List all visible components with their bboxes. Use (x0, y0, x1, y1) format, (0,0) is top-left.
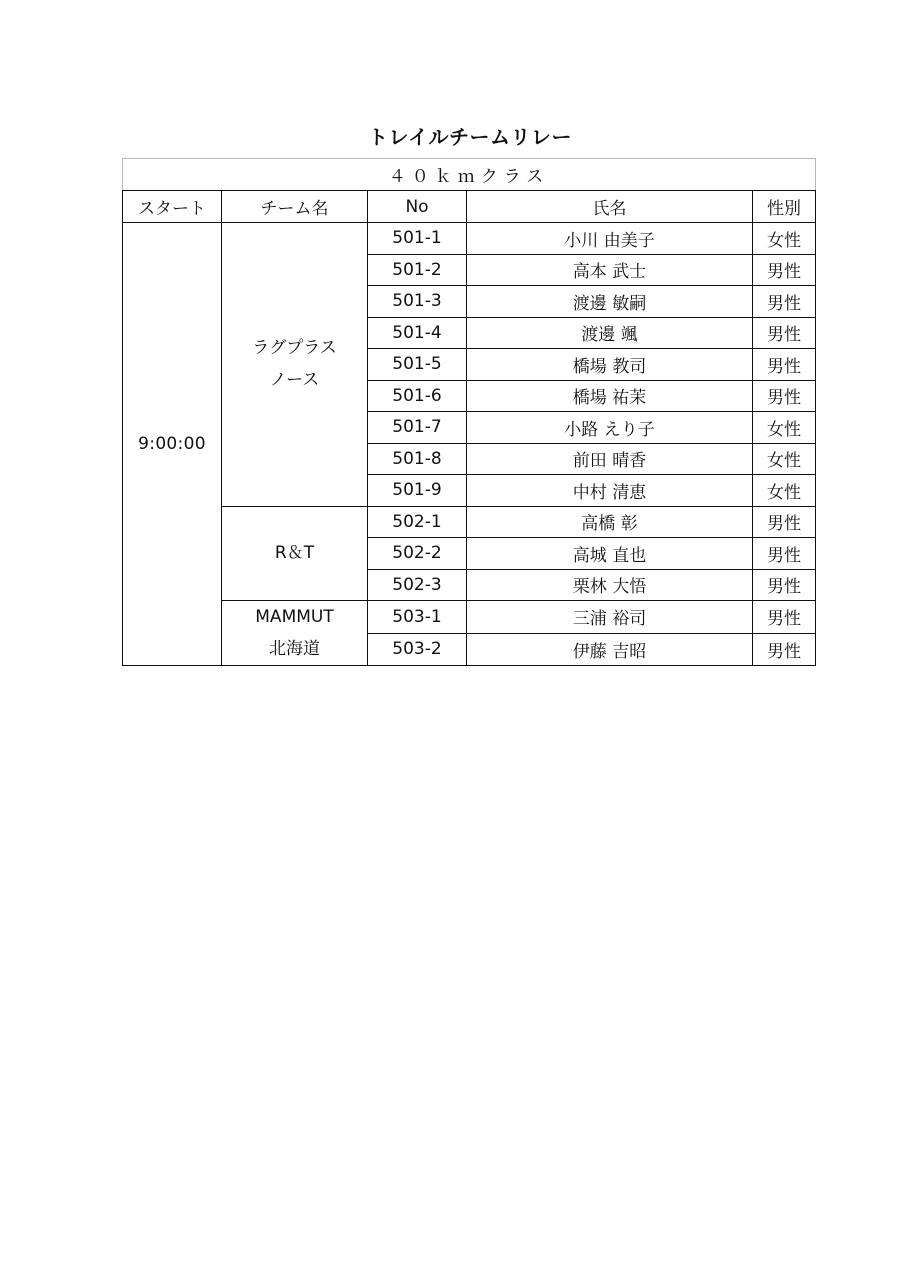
runner-number-cell: 501-6 (368, 380, 467, 412)
runner-name-cell: 伊藤 吉昭 (467, 633, 753, 666)
team-name-line: ノース (269, 370, 320, 391)
runner-number-cell: 501-5 (368, 349, 467, 381)
runner-number-cell: 503-1 (368, 601, 467, 634)
runner-name-cell: 橋場 教司 (467, 349, 753, 381)
header-row (123, 191, 816, 223)
runner-number-cell: 501-7 (368, 412, 467, 444)
runner-name-cell: 前田 晴香 (467, 443, 753, 475)
runner-number-cell: 501-8 (368, 443, 467, 475)
runner-gender-cell: 女性 (753, 223, 816, 255)
runner-name-cell: 三浦 裕司 (467, 601, 753, 634)
runner-name-cell: 栗林 大悟 (467, 569, 753, 601)
runner-gender-cell: 女性 (753, 443, 816, 475)
team-roster-table (122, 158, 816, 666)
team-name-cell (222, 506, 368, 601)
runner-name-cell: 高橋 彰 (467, 506, 753, 538)
team-name-line: R＆T (274, 543, 315, 564)
runner-gender-cell: 男性 (753, 254, 816, 286)
runner-gender-cell: 女性 (753, 412, 816, 444)
runner-number-cell: 501-2 (368, 254, 467, 286)
header-start: スタート (123, 191, 222, 223)
runner-gender-cell: 男性 (753, 601, 816, 634)
runner-number-cell: 501-3 (368, 286, 467, 318)
team-name-cell (222, 223, 368, 507)
runner-number-cell: 502-2 (368, 538, 467, 570)
class-label: ４０ｋｍクラス (123, 159, 816, 191)
document-title: トレイルチームリレー (368, 125, 572, 149)
runner-number-cell: 502-1 (368, 506, 467, 538)
runner-gender-cell: 男性 (753, 349, 816, 381)
runner-name-cell: 橋場 祐茉 (467, 380, 753, 412)
team-name-line: ラグプラス (252, 338, 337, 359)
runner-gender-cell: 女性 (753, 475, 816, 507)
runner-gender-cell: 男性 (753, 506, 816, 538)
runner-number-cell: 501-1 (368, 223, 467, 255)
runner-number-cell: 503-2 (368, 633, 467, 666)
runner-name-cell: 中村 清恵 (467, 475, 753, 507)
header-gender: 性別 (753, 191, 816, 223)
runner-name-cell: 高城 直也 (467, 538, 753, 570)
start-time-cell: 9:00:00 (123, 223, 222, 666)
table-row (123, 223, 816, 255)
team-name-line: 北海道 (269, 639, 320, 659)
runner-gender-cell: 男性 (753, 569, 816, 601)
runner-gender-cell: 男性 (753, 286, 816, 318)
header-no: No (368, 191, 467, 223)
runner-gender-cell: 男性 (753, 380, 816, 412)
runner-number-cell: 502-3 (368, 569, 467, 601)
runner-gender-cell: 男性 (753, 538, 816, 570)
runner-gender-cell: 男性 (753, 317, 816, 349)
class-row (123, 159, 816, 191)
table-row (123, 601, 816, 634)
runner-number-cell: 501-4 (368, 317, 467, 349)
runner-name-cell: 小川 由美子 (467, 223, 753, 255)
runner-name-cell: 渡邊 敏嗣 (467, 286, 753, 318)
table-row (123, 506, 816, 538)
runner-name-cell: 小路 えり子 (467, 412, 753, 444)
header-name: 氏名 (467, 191, 753, 223)
runner-gender-cell: 男性 (753, 633, 816, 666)
team-name-line: MAMMUT (255, 607, 334, 627)
runner-name-cell: 高本 武士 (467, 254, 753, 286)
runner-name-cell: 渡邊 颯 (467, 317, 753, 349)
team-name-cell (222, 601, 368, 666)
runner-number-cell: 501-9 (368, 475, 467, 507)
header-team: チーム名 (222, 191, 368, 223)
